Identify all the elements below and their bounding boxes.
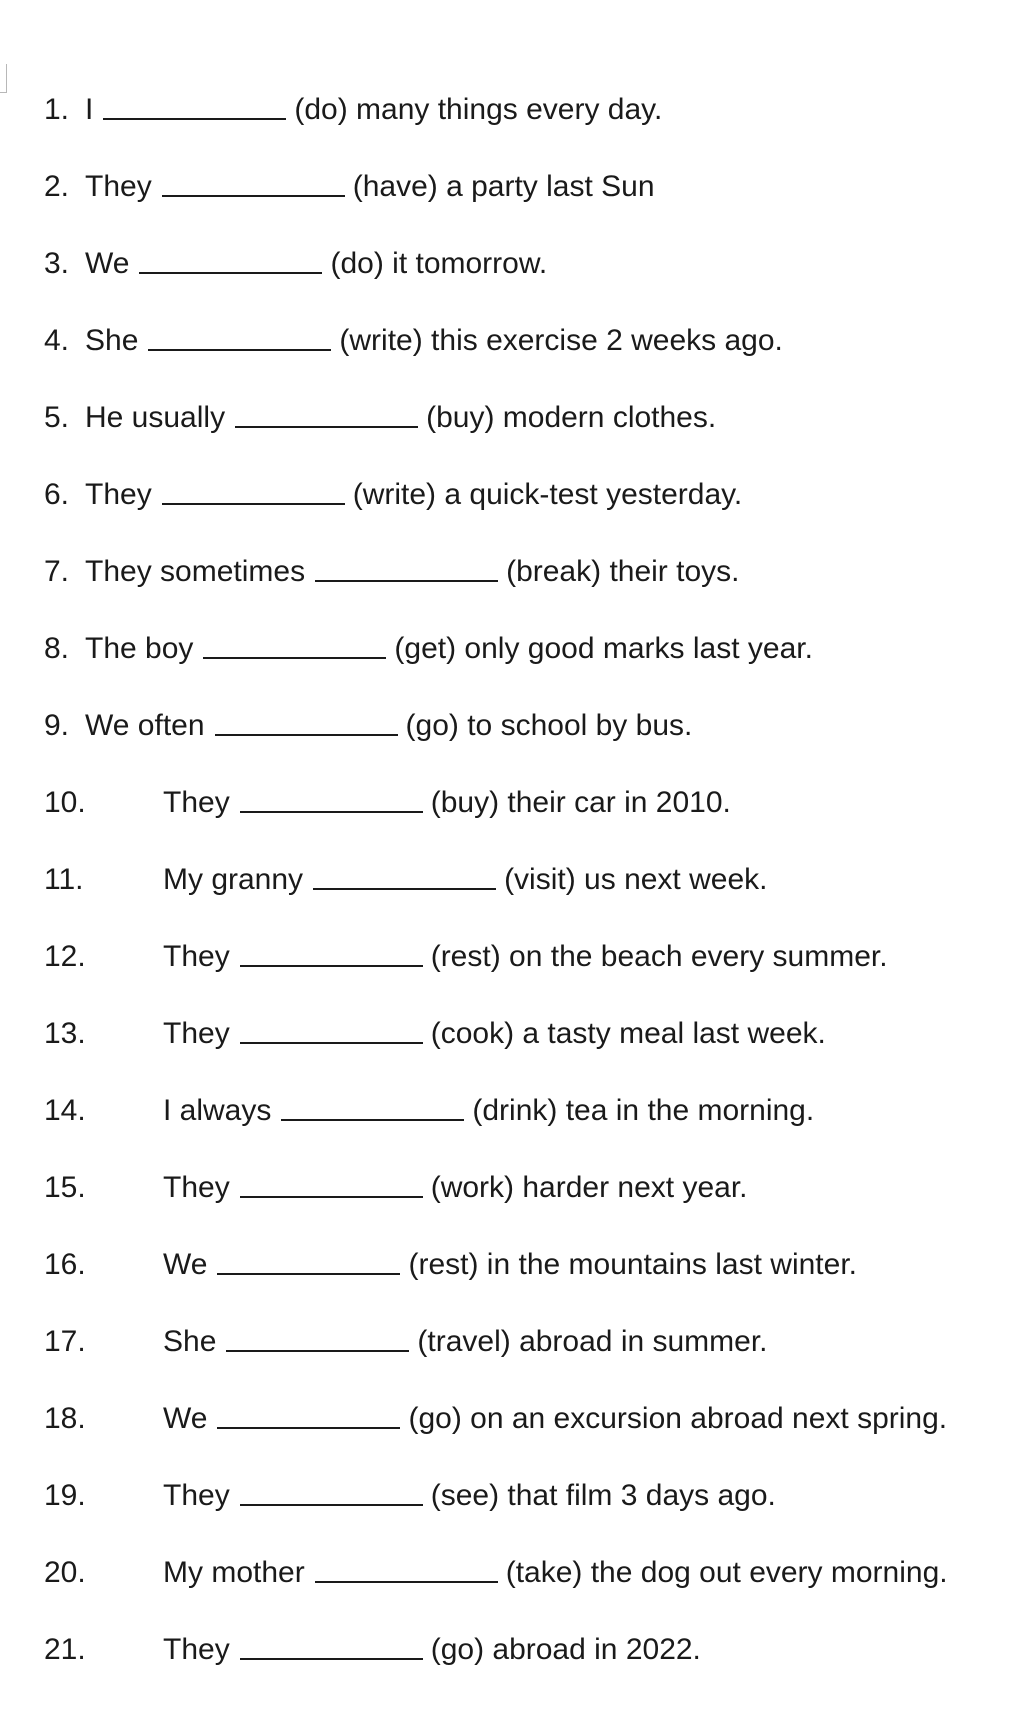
answer-blank[interactable] xyxy=(240,1012,423,1044)
answer-blank[interactable] xyxy=(148,319,331,351)
item-number: 16. xyxy=(44,1248,86,1281)
answer-blank[interactable] xyxy=(315,550,498,582)
item-number: 2. xyxy=(44,170,70,203)
exercise-item-21 xyxy=(44,1628,1014,1705)
exercise-item-16 xyxy=(44,1243,1014,1320)
item-number: 12. xyxy=(44,940,86,973)
answer-blank[interactable] xyxy=(217,1243,400,1275)
answer-blank[interactable] xyxy=(315,1551,498,1583)
exercise-item-3 xyxy=(44,242,1014,319)
answer-blank[interactable] xyxy=(313,858,496,890)
exercise-item-5 xyxy=(44,396,1014,473)
item-hint: (do) it tomorrow. xyxy=(330,247,548,280)
item-number: 14. xyxy=(44,1094,86,1127)
item-subject: They xyxy=(163,1017,230,1050)
exercise-item-19 xyxy=(44,1474,1014,1551)
item-subject: They xyxy=(85,478,152,511)
exercise-item-15 xyxy=(44,1166,1014,1243)
item-subject: They sometimes xyxy=(85,555,306,588)
item-subject: We xyxy=(85,247,130,280)
item-hint: (get) only good marks last year. xyxy=(394,632,813,665)
answer-blank[interactable] xyxy=(103,88,286,120)
exercise-item-17 xyxy=(44,1320,1014,1397)
exercise-item-4 xyxy=(44,319,1014,396)
item-hint: (do) many things every day. xyxy=(294,93,663,126)
item-number: 8. xyxy=(44,632,70,665)
answer-blank[interactable] xyxy=(203,627,386,659)
item-hint: (buy) their car in 2010. xyxy=(430,786,731,819)
item-number: 3. xyxy=(44,247,70,280)
item-subject: We xyxy=(163,1248,208,1281)
item-hint: (drink) tea in the morning. xyxy=(472,1094,815,1127)
item-number: 6. xyxy=(44,478,70,511)
item-subject: My mother xyxy=(163,1556,305,1589)
answer-blank[interactable] xyxy=(226,1320,409,1352)
item-subject: We xyxy=(163,1402,208,1435)
exercise-item-14 xyxy=(44,1089,1014,1166)
item-hint: (visit) us next week. xyxy=(504,863,768,896)
item-subject: The boy xyxy=(85,632,194,665)
item-hint: (take) the dog out every morning. xyxy=(505,1556,948,1589)
item-hint: (go) on an excursion abroad next spring. xyxy=(408,1402,948,1435)
item-hint: (rest) on the beach every summer. xyxy=(430,940,888,973)
item-hint: (buy) modern clothes. xyxy=(426,401,717,434)
text-cursor-marker xyxy=(0,64,7,93)
exercise-item-12 xyxy=(44,935,1014,1012)
item-hint: (travel) abroad in summer. xyxy=(417,1325,768,1358)
item-hint: (go) abroad in 2022. xyxy=(430,1633,701,1666)
exercise-item-11 xyxy=(44,858,1014,935)
item-hint: (write) this exercise 2 weeks ago. xyxy=(339,324,783,357)
item-hint: (see) that film 3 days ago. xyxy=(430,1479,776,1512)
answer-blank[interactable] xyxy=(240,781,423,813)
exercise-item-6 xyxy=(44,473,1014,550)
item-number: 11. xyxy=(44,863,84,896)
item-number: 4. xyxy=(44,324,70,357)
item-number: 13. xyxy=(44,1017,86,1050)
item-hint: (write) a quick-test yesterday. xyxy=(352,478,743,511)
item-subject: My granny xyxy=(163,863,304,896)
exercise-item-2 xyxy=(44,165,1014,242)
item-subject: They xyxy=(163,1171,230,1204)
item-number: 9. xyxy=(44,709,70,742)
item-number: 21. xyxy=(44,1633,86,1666)
item-subject: They xyxy=(163,940,230,973)
exercise-item-18 xyxy=(44,1397,1014,1474)
exercise-item-13 xyxy=(44,1012,1014,1089)
answer-blank[interactable] xyxy=(162,165,345,197)
item-number: 1. xyxy=(44,93,70,126)
item-subject: She xyxy=(163,1325,217,1358)
exercise-item-10 xyxy=(44,781,1014,858)
item-subject: We often xyxy=(85,709,205,742)
item-number: 17. xyxy=(44,1325,86,1358)
exercise-item-7 xyxy=(44,550,1014,627)
answer-blank[interactable] xyxy=(240,935,423,967)
item-number: 10. xyxy=(44,786,86,819)
item-number: 20. xyxy=(44,1556,86,1589)
answer-blank[interactable] xyxy=(217,1397,400,1429)
item-subject: They xyxy=(163,786,230,819)
item-subject: She xyxy=(85,324,139,357)
exercise-item-8 xyxy=(44,627,1014,704)
item-number: 7. xyxy=(44,555,70,588)
exercise-sheet xyxy=(44,88,1014,1705)
item-subject: I always xyxy=(163,1094,272,1127)
item-subject: He usually xyxy=(85,401,226,434)
item-subject: They xyxy=(163,1633,230,1666)
item-hint: (break) their toys. xyxy=(506,555,740,588)
item-number: 18. xyxy=(44,1402,86,1435)
item-subject: I xyxy=(85,93,94,126)
answer-blank[interactable] xyxy=(240,1166,423,1198)
exercise-item-20 xyxy=(44,1551,1014,1628)
answer-blank[interactable] xyxy=(240,1474,423,1506)
item-hint: (go) to school by bus. xyxy=(405,709,693,742)
item-hint: (rest) in the mountains last winter. xyxy=(408,1248,857,1281)
answer-blank[interactable] xyxy=(240,1628,423,1660)
answer-blank[interactable] xyxy=(139,242,322,274)
item-subject: They xyxy=(85,170,152,203)
answer-blank[interactable] xyxy=(215,704,398,736)
answer-blank[interactable] xyxy=(162,473,345,505)
exercise-item-1 xyxy=(44,88,1014,165)
item-number: 15. xyxy=(44,1171,86,1204)
item-subject: They xyxy=(163,1479,230,1512)
answer-blank[interactable] xyxy=(235,396,418,428)
item-number: 19. xyxy=(44,1479,86,1512)
item-hint: (work) harder next year. xyxy=(430,1171,748,1204)
answer-blank[interactable] xyxy=(281,1089,464,1121)
item-number: 5. xyxy=(44,401,70,434)
item-hint: (have) a party last Sun xyxy=(352,170,655,203)
item-hint: (cook) a tasty meal last week. xyxy=(430,1017,826,1050)
exercise-item-9 xyxy=(44,704,1014,781)
